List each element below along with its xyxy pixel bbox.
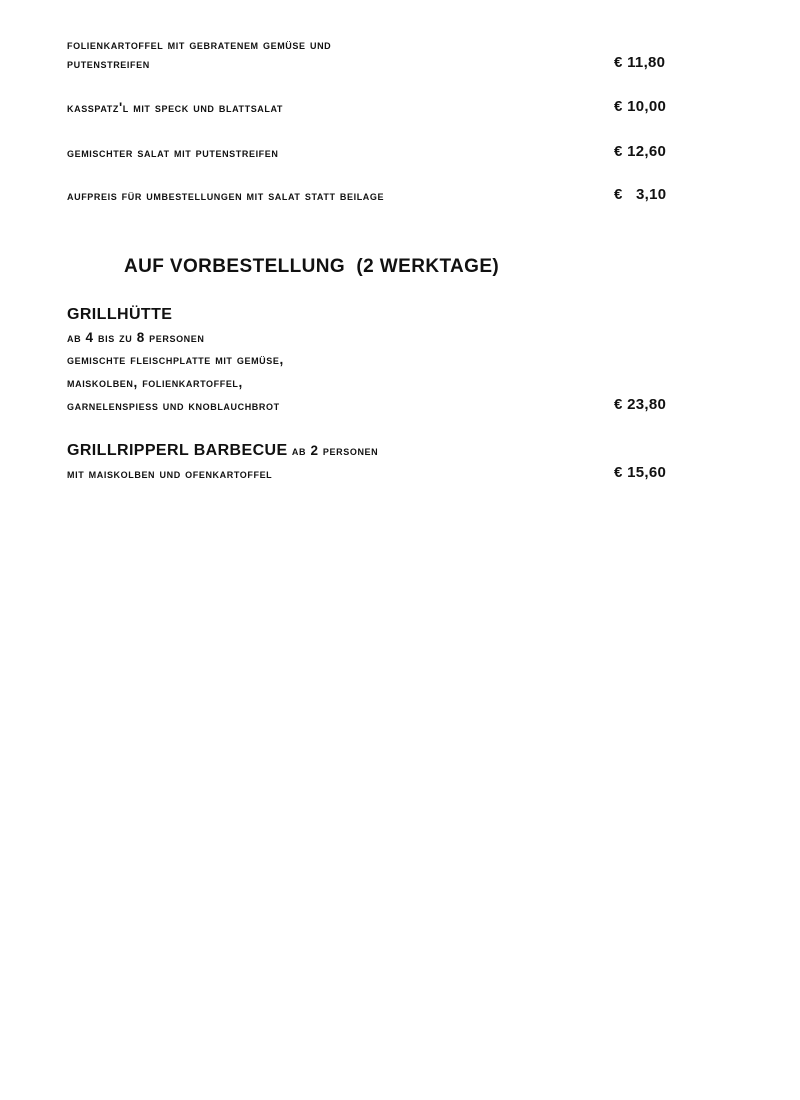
preorder-item-1-line-4: garnelenspiess und knoblauchbrot: [67, 398, 280, 413]
preorder-item-1-line-2: gemischte fleischplatte mit gemüse,: [67, 352, 284, 367]
preorder-item-2-title-suffix: ab 2 personen: [287, 443, 379, 458]
preorder-item-2-price: € 15,60: [614, 464, 667, 481]
menu-item-4-line-1: aufpreis für umbestellungen mit salat statt beilage: [67, 188, 385, 203]
menu-item-3-line-1: gemischter salat mit putenstreifen: [67, 145, 279, 160]
menu-item-1-price: € 11,80: [614, 54, 666, 71]
menu-item-2-price: € 10,00: [614, 98, 667, 115]
menu-item-3-price: € 12,60: [614, 143, 667, 160]
preorder-item-2-line-1: mit maiskolben und ofenkartoffel: [67, 466, 273, 481]
preorder-item-1-line-1: ab 4 bis zu 8 personen: [67, 330, 205, 345]
menu-item-1-line-1: folienkartoffel mit gebratenem gemüse und: [67, 37, 332, 52]
preorder-heading: AUF VORBESTELLUNG (2 WERKTAGE): [124, 256, 500, 277]
preorder-item-2-title-text: GRILLRIPPERL BARBECUE: [67, 442, 288, 459]
preorder-item-1-line-3: maiskolben, folienkartoffel,: [67, 375, 243, 390]
preorder-item-1-title-text: GRILLHÜTTE: [67, 306, 173, 323]
menu-item-4-price: € 3,10: [614, 186, 667, 203]
preorder-item-1-title: [67, 305, 172, 325]
menu-item-2-line-1: kasspatz'l mit speck und blattsalat: [67, 100, 284, 115]
preorder-item-2-title: [67, 441, 378, 461]
preorder-item-1-price: € 23,80: [614, 396, 667, 413]
menu-item-1-line-2: putenstreifen: [67, 56, 150, 71]
